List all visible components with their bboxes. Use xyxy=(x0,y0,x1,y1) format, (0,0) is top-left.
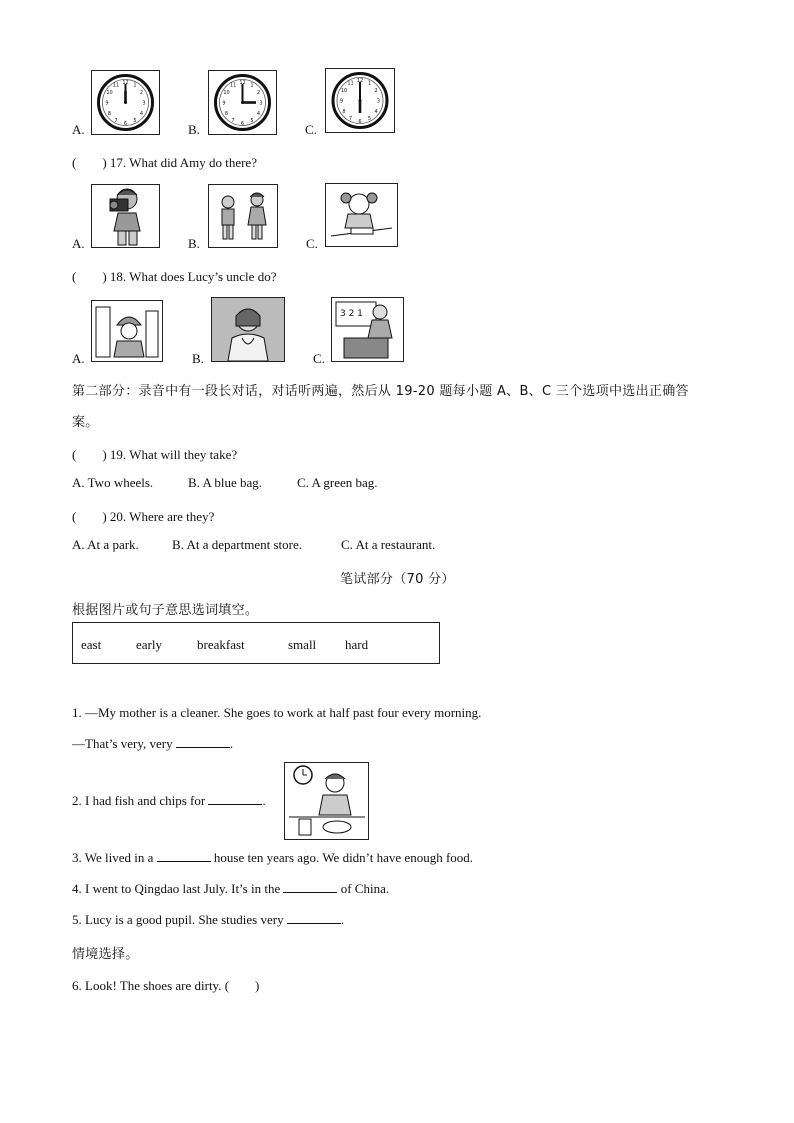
option-label-c: C. xyxy=(305,122,317,137)
girl-drawing-picture xyxy=(325,183,398,247)
svg-text:1: 1 xyxy=(133,82,137,89)
option-label-c: C. xyxy=(306,236,318,251)
clock-three-icon xyxy=(208,70,277,135)
option-label-a: A. xyxy=(72,236,85,251)
breakfast-picture xyxy=(284,762,369,840)
option-label-a: A. xyxy=(72,122,85,137)
svg-text:11: 11 xyxy=(229,82,237,89)
svg-text:6: 6 xyxy=(358,119,362,125)
svg-text:3: 3 xyxy=(142,100,146,107)
q20-option-a: A. At a park. xyxy=(72,537,139,552)
word-breakfast: breakfast xyxy=(197,637,245,652)
svg-text:6: 6 xyxy=(123,121,128,127)
question-18: ( ) 18. What does Lucy’s uncle do? xyxy=(72,269,277,284)
svg-text:2: 2 xyxy=(374,88,378,94)
question-20: ( ) 20. Where are they? xyxy=(72,509,215,524)
svg-text:2: 2 xyxy=(256,90,261,96)
svg-text:12: 12 xyxy=(239,80,246,86)
answer-blank[interactable] xyxy=(176,737,230,748)
svg-text:7: 7 xyxy=(348,116,353,122)
svg-text:5: 5 xyxy=(250,118,254,124)
word-small: small xyxy=(288,637,317,652)
svg-text:3 2 1: 3 2 1 xyxy=(340,309,363,319)
boy-taking-photo-picture xyxy=(91,184,160,248)
fill-question-1-reply: —That’s very, very . xyxy=(72,736,234,751)
svg-text:7: 7 xyxy=(231,118,235,124)
svg-text:1: 1 xyxy=(367,80,372,87)
section1-title: 根据图片或句子意思选词填空。 xyxy=(72,603,259,618)
svg-text:3: 3 xyxy=(376,98,381,105)
svg-text:11: 11 xyxy=(112,82,120,89)
part2-instruction-line1: 第二部分：录音中有一段长对话，对话听两遍，然后从 19-20 题每小题 A、B、C 三个选项中选出正确答 xyxy=(72,384,689,399)
svg-text:8: 8 xyxy=(107,111,112,117)
word-bank xyxy=(72,622,440,664)
fill-question-1: 1. —My mother is a cleaner. She goes to work at half past four every morning. xyxy=(72,705,482,720)
q19-option-b: B. A blue bag. xyxy=(188,475,263,490)
svg-text:1: 1 xyxy=(250,82,254,89)
svg-text:12: 12 xyxy=(122,80,129,86)
situation-question-6: 6. Look! The shoes are dirty. ( ) xyxy=(72,978,260,993)
svg-text:2: 2 xyxy=(139,90,144,96)
option-label-b: B. xyxy=(188,122,200,137)
svg-text:10: 10 xyxy=(223,90,230,96)
svg-text:4: 4 xyxy=(374,109,378,115)
fill-question-3: 3. We lived in a house ten years ago. We didn’t have enough food. xyxy=(72,850,474,865)
part2-instruction-line2: 案。 xyxy=(72,415,99,430)
svg-text:9: 9 xyxy=(339,98,344,105)
svg-text:10: 10 xyxy=(106,90,113,96)
children-talking-picture xyxy=(208,184,278,248)
situation-title: 情境选择。 xyxy=(72,947,139,962)
q20-option-b: B. At a department store. xyxy=(172,537,302,552)
question-19: ( ) 19. What will they take? xyxy=(72,447,238,462)
svg-text:12: 12 xyxy=(356,78,364,84)
q19-option-a: A. Two wheels. xyxy=(72,475,154,490)
svg-text:9: 9 xyxy=(222,100,226,107)
clock-six-icon xyxy=(325,68,395,133)
teacher-picture xyxy=(331,297,404,362)
svg-text:5: 5 xyxy=(367,116,372,122)
fill-question-4: 4. I went to Qingdao last July. It’s in the of China. xyxy=(72,881,390,896)
svg-text:6: 6 xyxy=(240,121,245,127)
svg-text:5: 5 xyxy=(133,118,137,124)
fill-question-2: 2. I had fish and chips for . xyxy=(72,793,266,808)
answer-blank[interactable] xyxy=(157,851,211,862)
word-east: east xyxy=(81,637,102,652)
word-hard: hard xyxy=(345,637,369,652)
doctor-picture xyxy=(211,297,285,362)
word-early: early xyxy=(136,637,162,652)
option-label-c: C. xyxy=(313,351,325,366)
answer-blank[interactable] xyxy=(283,882,337,893)
question-17: ( ) 17. What did Amy do there? xyxy=(72,155,257,170)
svg-text:4: 4 xyxy=(256,111,261,117)
svg-text:7: 7 xyxy=(114,118,118,124)
option-label-a: A. xyxy=(72,351,85,366)
svg-text:4: 4 xyxy=(139,111,144,117)
svg-text:8: 8 xyxy=(342,109,346,115)
q19-option-c: C. A green bag. xyxy=(297,475,378,490)
option-label-b: B. xyxy=(192,351,204,366)
q20-option-c: C. At a restaurant. xyxy=(341,537,436,552)
answer-blank[interactable] xyxy=(287,913,341,924)
svg-text:3: 3 xyxy=(259,100,263,107)
option-label-b: B. xyxy=(188,236,200,251)
svg-text:10: 10 xyxy=(340,88,348,94)
svg-text:8: 8 xyxy=(224,111,229,117)
answer-blank[interactable] xyxy=(208,794,262,805)
worker-picture xyxy=(91,300,163,362)
fill-question-5: 5. Lucy is a good pupil. She studies very . xyxy=(72,912,345,927)
written-part-title: 笔试部分（70 分） xyxy=(340,572,455,587)
svg-text:9: 9 xyxy=(105,100,109,107)
svg-text:11: 11 xyxy=(347,80,354,87)
clock-twelve-icon xyxy=(91,70,160,135)
